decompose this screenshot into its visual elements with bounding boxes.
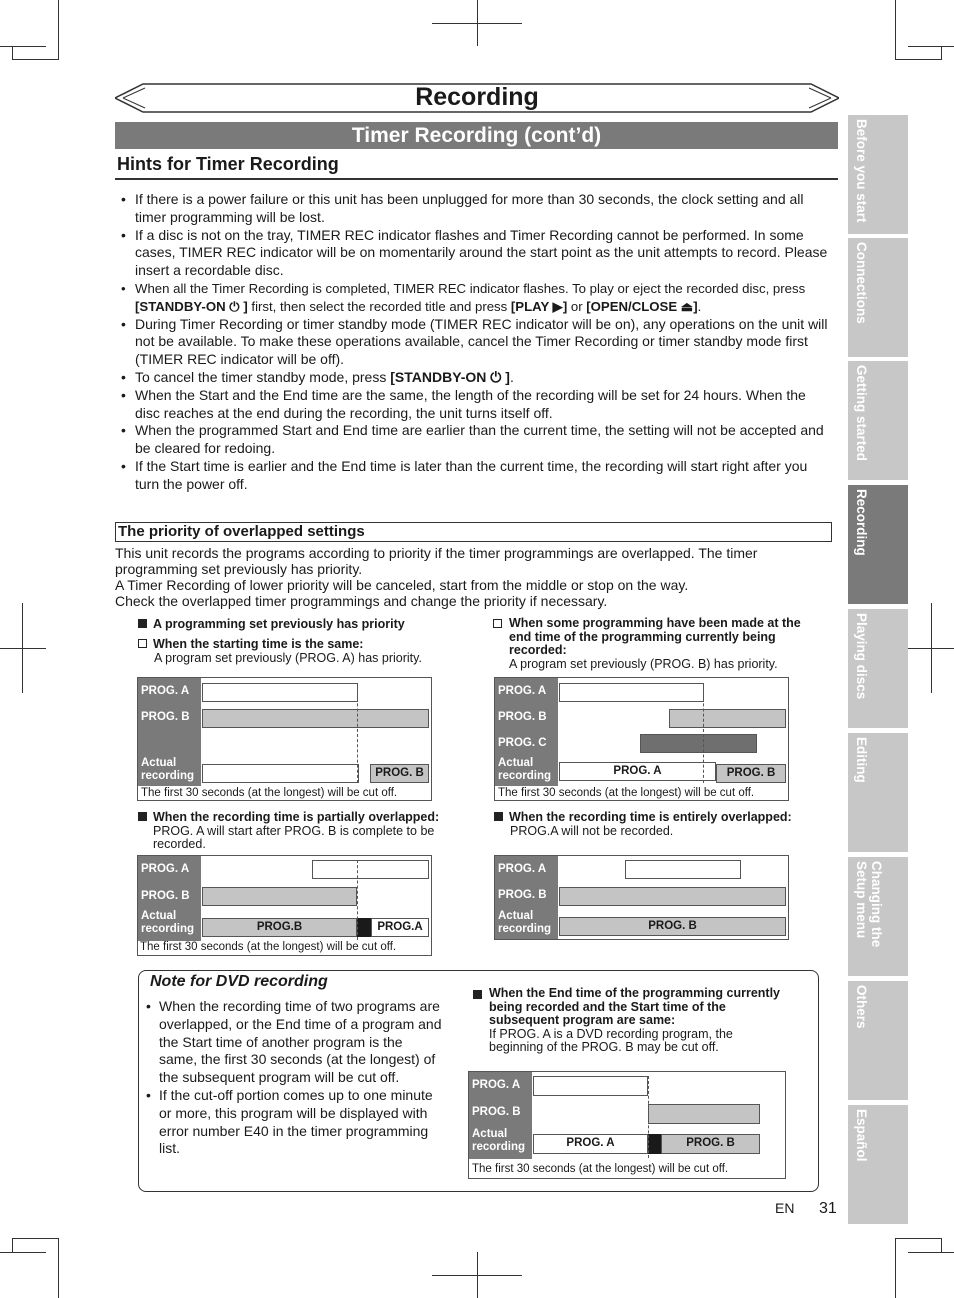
label-prog-a: PROG. A <box>141 863 190 875</box>
crop-mark <box>12 59 59 60</box>
label-prog-a: PROG. A <box>498 685 547 697</box>
bar-actual-progb: PROG.B <box>202 918 357 937</box>
list-item: • If the Start time is earlier and the End time is later than the current time, the recording will start right after you turn the power off. <box>116 458 834 494</box>
section-title: Timer Recording (cont’d) <box>115 122 838 149</box>
hints-list <box>116 191 834 494</box>
cutoff-block <box>357 918 371 937</box>
case-dvd-same: When the End time of the programming currently being recorded and the Start time of the subsequent program are same: If PROG. A is a DVD recording program, the beginning of the PROG. B may be cut off. <box>473 987 783 1055</box>
priority-heading: The priority of overlapped settings <box>115 522 832 542</box>
filled-square-icon <box>138 812 147 821</box>
open-square-icon <box>493 619 502 628</box>
side-tab-editing[interactable]: Editing <box>848 733 908 852</box>
bar-prog-c <box>640 734 757 753</box>
crop-mark <box>908 1252 954 1253</box>
crop-mark <box>0 648 46 649</box>
diagram-entire <box>494 855 789 940</box>
crop-mark <box>58 1238 59 1298</box>
filled-square-icon <box>138 619 147 628</box>
case-same-start: When the starting time is the same: A program set previously (PROG. A) has priority. <box>138 638 448 665</box>
bar-actual-prog-b: PROG. B <box>661 1134 760 1154</box>
list-item: • If the cut-off portion comes up to one minute or more, this program will be displayed with error number E40 in the timer programming list. <box>143 1087 443 1158</box>
case-same-end: When some programming have been made at the end time of the programming currently being recorded: A program set previously (PROG. B) has priority. <box>493 617 813 671</box>
diagram-partial <box>137 855 432 956</box>
cutoff-caption: The first 30 seconds (at the longest) will be cut off. <box>498 787 755 799</box>
paragraph: A Timer Recording of lower priority will be canceled, start from the middle or stop on the way. <box>115 577 689 593</box>
list-item: • When all the Timer Recording is completed, TIMER REC indicator flashes. To play or eject the recorded disc, press [STANDBY-ON ⏻ ] first, then select the recorded title and press [PLAY ▶] or [OPEN/CLOSE ⏏]. <box>116 280 834 316</box>
bar-prog-a <box>533 1076 648 1096</box>
paragraph: Check the overlapped timer programmings and change the priority if necessary. <box>115 593 608 609</box>
diagram-dvd-same <box>468 1071 786 1179</box>
bar-actual-prog-b: PROG. B <box>559 917 786 936</box>
crop-mark <box>58 0 59 60</box>
bar-prog-a <box>625 860 741 879</box>
label-prog-a: PROG. A <box>498 863 547 875</box>
filled-square-icon <box>494 812 503 821</box>
list-item: • When the programmed Start and End time are earlier than the current time, the setting will not be accepted and be cleared for redoing. <box>116 422 834 458</box>
bar-prog-a <box>312 860 429 879</box>
side-tab-before-you-start[interactable]: Before you start <box>848 115 908 234</box>
crop-mark <box>0 1252 46 1253</box>
label-prog-b: PROG. B <box>472 1106 521 1118</box>
list-item: • If a disc is not on the tray, TIMER REC indicator flashes and Timer Recording cannot be performed. In some cases, TIMER REC indicator will be on momentarily around the start point as the unit attempts to record. Please insert a recordable disc. <box>116 227 834 280</box>
crop-mark <box>12 1238 13 1252</box>
case-partial: When the recording time is partially overlapped: PROG. A will start after PROG. B is complete to be recorded. <box>138 811 468 852</box>
label-actual-recording: Actual recording <box>498 910 552 935</box>
label-prog-b: PROG. B <box>141 890 190 902</box>
cutoff-block <box>648 1134 661 1154</box>
bar-actual-prog-b: PROG. B <box>716 764 786 783</box>
label-prog-b: PROG. B <box>141 711 190 723</box>
crop-mark <box>0 46 46 47</box>
case-main-heading: A programming set previously has priority <box>138 618 405 632</box>
crop-mark <box>432 1275 522 1276</box>
side-tab-getting-started[interactable]: Getting started <box>848 361 908 480</box>
crop-mark <box>895 1238 942 1239</box>
label-actual-recording: Actual recording <box>472 1128 526 1153</box>
diagram-same-end <box>494 677 789 801</box>
crop-mark <box>941 46 942 60</box>
list-item: • To cancel the timer standby mode, press [STANDBY-ON ⏻ ]. <box>116 369 834 387</box>
crop-mark <box>895 59 942 60</box>
side-tab-recording[interactable]: Recording <box>848 485 908 604</box>
label-prog-a: PROG. A <box>141 685 190 697</box>
crop-mark <box>432 23 522 24</box>
crop-mark <box>12 46 13 60</box>
list-item: • During Timer Recording or timer standby mode (TIMER REC indicator will be on), any operations on the unit will not be available. To make these operations available, cancel the Timer Recording or timer standby mode first (TIMER REC indicator will be off). <box>116 316 834 369</box>
crop-mark <box>895 0 896 60</box>
crop-mark <box>941 1238 942 1252</box>
label-actual-recording: Actual recording <box>141 910 195 935</box>
label-prog-a: PROG. A <box>472 1079 521 1091</box>
open-square-icon <box>138 639 147 648</box>
side-tab-changing-setup-menu[interactable]: Changing the Setup menu <box>848 857 908 976</box>
bar-prog-b <box>648 1104 760 1124</box>
side-tab-connections[interactable]: Connections <box>848 238 908 357</box>
bar-actual-prog-a: PROG. A <box>533 1134 648 1154</box>
list-item: • If there is a power failure or this unit has been unplugged for more than 30 seconds, the clock setting and all timer programming will be lost. <box>116 191 834 227</box>
priority-intro <box>115 545 833 609</box>
note-list <box>143 998 443 1158</box>
cutoff-caption: The first 30 seconds (at the longest) will be cut off. <box>472 1163 729 1175</box>
paragraph: This unit records the programs according to priority if the timer programmings are overlapped. The timer programming set previously has priority. <box>115 545 758 577</box>
label-prog-b: PROG. B <box>498 889 547 901</box>
cutoff-caption: The first 30 seconds (at the longest) will be cut off. <box>141 787 398 799</box>
label-actual-recording: Actual recording <box>141 757 195 782</box>
bar-actual-proga: PROG.A <box>371 918 429 937</box>
list-item: • When the Start and the End time are the same, the length of the recording will be set for 24 hours. When the disc reaches at the end during the recording, the unit turns itself off. <box>116 387 834 423</box>
label-actual-recording: Actual recording <box>498 757 552 782</box>
page-title: Recording <box>415 83 539 111</box>
bar-prog-a <box>559 683 704 702</box>
bar-actual-prog-b: PROG. B <box>370 764 429 783</box>
bar-prog-b <box>202 709 429 728</box>
bar-prog-b <box>669 709 786 728</box>
page-language: EN <box>775 1200 795 1216</box>
bar-prog-a <box>202 683 358 702</box>
crop-mark <box>908 46 954 47</box>
side-tab-others[interactable]: Others <box>848 981 908 1100</box>
divider <box>115 178 838 180</box>
bar-actual-blank <box>202 764 359 783</box>
side-tab-espanol[interactable]: Español <box>848 1105 908 1224</box>
case-entire: When the recording time is entirely overlapped: PROG.A will not be recorded. <box>494 811 824 838</box>
crop-mark <box>12 1238 59 1239</box>
note-title: Note for DVD recording <box>150 973 328 990</box>
cutoff-caption: The first 30 seconds (at the longest) will be cut off. <box>140 941 397 953</box>
bar-prog-b <box>202 887 357 906</box>
diagram-same-start <box>137 677 432 801</box>
page-number: 31 <box>819 1200 837 1217</box>
crop-mark <box>908 648 954 649</box>
label-prog-b: PROG. B <box>498 711 547 723</box>
filled-square-icon <box>473 990 482 999</box>
bar-prog-b <box>559 887 786 906</box>
bar-actual-prog-a: PROG. A <box>559 762 716 781</box>
crop-mark <box>895 1238 896 1298</box>
label-prog-c: PROG. C <box>498 737 547 749</box>
side-tab-playing-discs[interactable]: Playing discs <box>848 609 908 728</box>
list-item: • When the recording time of two programs are overlapped, or the End time of a program and the Start time of another program is the same, the first 30 seconds (at the longest) of the subsequent program will be cut off. <box>143 998 443 1087</box>
hints-heading: Hints for Timer Recording <box>117 154 339 174</box>
